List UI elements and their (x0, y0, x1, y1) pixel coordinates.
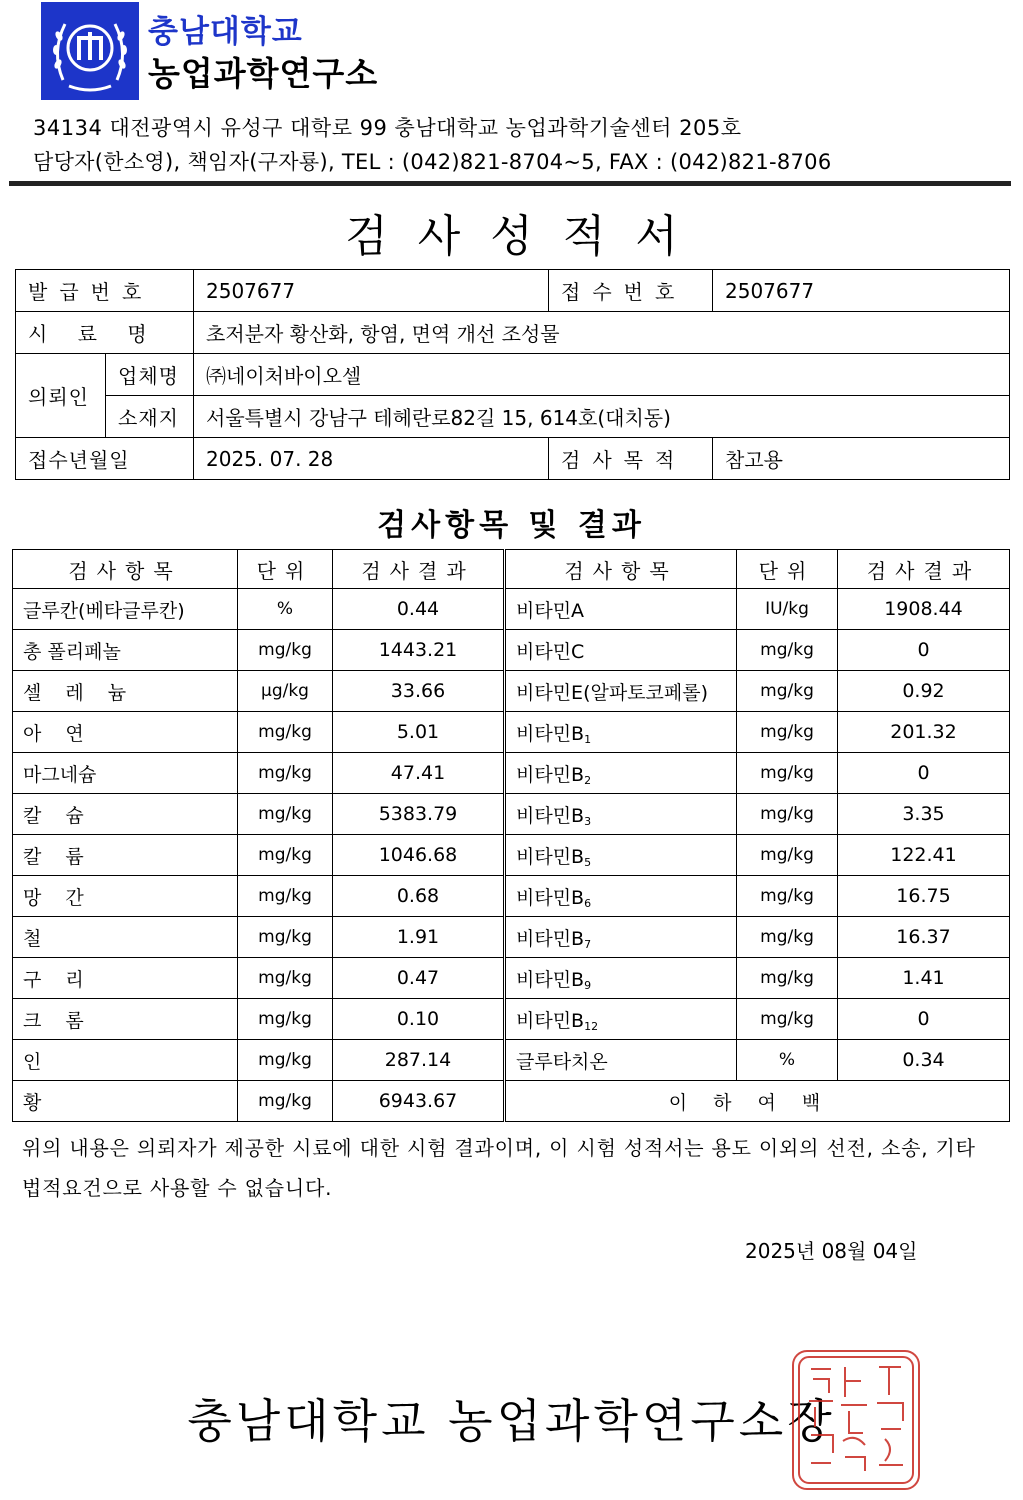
results-section-title: 검사항목 및 결과 (377, 508, 646, 543)
issue-date: 2025년 08월 04일 (745, 1239, 918, 1263)
item-unit (238, 712, 333, 753)
org-contact: 담당자(한소영), 책임자(구자룡), TEL : (042)821-8704~5, FAX : (042)821-8706 (33, 150, 832, 174)
item-value (838, 999, 1010, 1040)
item-unit-text: mg/kg (258, 886, 312, 906)
official-seal (785, 1345, 925, 1495)
item-name-text: 글루타치온 (516, 1050, 608, 1073)
item-name-text: 크롬 (23, 1009, 108, 1032)
company-value: ㈜네이처바이오셀 (194, 354, 1010, 396)
item-name (13, 958, 238, 999)
item-subscript: 5 (584, 855, 592, 869)
item-unit (737, 835, 838, 876)
item-unit-text: mg/kg (258, 804, 312, 824)
item-unit-text: mg/kg (258, 763, 312, 783)
item-name-text: 비타민B (516, 886, 585, 909)
table-row (13, 876, 1010, 917)
item-name-text: 칼슘 (23, 804, 108, 827)
item-name (13, 589, 238, 630)
table-row (13, 671, 1010, 712)
item-unit (737, 958, 838, 999)
info-table (15, 269, 1010, 480)
item-subscript: 2 (584, 773, 592, 787)
item-name-text: 비타민B (516, 804, 585, 827)
item-value-text: 0.47 (396, 967, 440, 989)
item-name (13, 630, 238, 671)
item-name-text: 비타민B (516, 763, 585, 786)
received-date-value: 2025. 07. 28 (194, 438, 549, 480)
item-value (838, 958, 1010, 999)
item-name-text: 칼륨 (23, 845, 108, 868)
item-value-text: 33.66 (390, 680, 446, 702)
item-value-text: 1.41 (902, 967, 945, 989)
table-row (13, 712, 1010, 753)
item-unit (238, 589, 333, 630)
item-value-text: 0.34 (902, 1049, 945, 1071)
item-value-text: 16.37 (896, 926, 951, 948)
item-unit (737, 671, 838, 712)
table-row (13, 1040, 1010, 1081)
item-value (838, 630, 1010, 671)
table-row (13, 1081, 1010, 1122)
item-value (838, 1040, 1010, 1081)
table-row (13, 835, 1010, 876)
item-name (13, 712, 238, 753)
item-name-text: 비타민A (516, 599, 585, 622)
item-value (333, 835, 505, 876)
item-value (838, 753, 1010, 794)
blank-below-note: 이하여백 (505, 1081, 1010, 1122)
item-subscript: 3 (584, 814, 592, 828)
company-label: 업체명 (106, 354, 194, 396)
item-value-text: 1046.68 (378, 844, 458, 866)
item-value (838, 794, 1010, 835)
item-name (13, 917, 238, 958)
item-name (505, 958, 737, 999)
item-unit (737, 753, 838, 794)
item-name (13, 794, 238, 835)
receipt-no-label: 접수번호 (549, 270, 713, 312)
item-value-text: 5.01 (396, 721, 440, 743)
client-label: 의뢰인 (16, 354, 106, 438)
item-value (333, 630, 505, 671)
item-unit (238, 835, 333, 876)
item-unit (238, 876, 333, 917)
item-unit-text: mg/kg (760, 968, 814, 988)
item-value (333, 671, 505, 712)
item-value (333, 958, 505, 999)
item-name (505, 876, 737, 917)
item-name-text: 비타민B (516, 968, 585, 991)
item-name (505, 671, 737, 712)
table-row (13, 958, 1010, 999)
item-unit-text: mg/kg (760, 1009, 814, 1029)
item-subscript: 1 (584, 732, 592, 746)
item-unit (238, 671, 333, 712)
item-value-text: 5383.79 (378, 803, 458, 825)
item-value (838, 589, 1010, 630)
item-unit-text: mg/kg (258, 722, 312, 742)
item-unit-text: mg/kg (258, 968, 312, 988)
university-logo (41, 2, 139, 100)
item-name (13, 835, 238, 876)
item-unit-text: mg/kg (760, 804, 814, 824)
item-value-text: 1443.21 (378, 639, 458, 661)
item-name-text: 망간 (23, 886, 108, 909)
item-name-text: 비타민E(알파토코페롤) (516, 681, 709, 704)
item-unit-text: mg/kg (760, 681, 814, 701)
item-value-text: 0 (917, 639, 930, 661)
item-name-text: 비타민C (516, 640, 585, 663)
item-subscript: 6 (584, 896, 592, 910)
item-value (838, 876, 1010, 917)
item-value-text: 0.68 (396, 885, 440, 907)
item-unit (238, 1040, 333, 1081)
item-unit: mg/kg (238, 1081, 333, 1122)
header-divider (9, 181, 1011, 186)
item-unit-text: % (778, 1050, 796, 1070)
item-name-text: 아연 (23, 722, 108, 745)
item-unit-text: mg/kg (760, 640, 814, 660)
item-unit-text: mg/kg (258, 927, 312, 947)
item-value (333, 1040, 505, 1081)
item-subscript: 12 (584, 1019, 599, 1033)
item-value-text: 47.41 (390, 762, 446, 784)
notice-text: 위의 내용은 의뢰자가 제공한 시료에 대한 시험 결과이며, 이 시험 성적서는 용도 이외의 선전, 소송, 기타 법적요건으로 사용할 수 없습니다. (22, 1136, 976, 1200)
item-unit (737, 630, 838, 671)
item-name (505, 589, 737, 630)
item-unit-text: mg/kg (760, 927, 814, 947)
item-value-text: 0 (917, 1008, 930, 1030)
issue-no-value: 2507677 (194, 270, 549, 312)
item-name (13, 999, 238, 1040)
item-value (333, 917, 505, 958)
item-value (838, 671, 1010, 712)
table-row (13, 589, 1010, 630)
item-unit (737, 1040, 838, 1081)
header-item: 검사항목 (505, 550, 737, 589)
signer-name: 충남대학교 농업과학연구소장 (187, 1394, 836, 1448)
item-name-text: 셀레늄 (23, 681, 151, 704)
item-value-text: 0.92 (902, 680, 945, 702)
item-name-text: 인 (23, 1050, 42, 1073)
sample-value: 초저분자 황산화, 항염, 면역 개선 조성물 (194, 312, 1010, 354)
item-unit (238, 794, 333, 835)
item-value (333, 753, 505, 794)
item-name (13, 876, 238, 917)
item-subscript: 9 (584, 978, 592, 992)
results-header-row (13, 550, 1010, 589)
item-unit (737, 589, 838, 630)
item-unit (238, 630, 333, 671)
location-value: 서울특별시 강남구 테헤란로82길 15, 614호(대치동) (194, 396, 1010, 438)
item-value-text: 16.75 (896, 885, 951, 907)
item-name (13, 1040, 238, 1081)
item-unit (238, 958, 333, 999)
document-title: 검사성적서 (345, 211, 708, 262)
item-unit-text: % (276, 599, 294, 619)
item-name-text: 비타민B (516, 722, 585, 745)
item-name-text: 총 폴리페놀 (23, 640, 121, 663)
item-value-text: 0.10 (396, 1008, 440, 1030)
item-value (838, 835, 1010, 876)
item-value (333, 712, 505, 753)
item-unit-text: mg/kg (258, 1009, 312, 1029)
sample-label: 시 료 명 (16, 312, 194, 354)
header-unit: 단위 (238, 550, 333, 589)
item-unit-text: mg/kg (258, 640, 312, 660)
item-name-text: 비타민B (516, 845, 585, 868)
item-unit-text: mg/kg (760, 845, 814, 865)
header-item: 검사항목 (13, 550, 238, 589)
item-value-text: 0.44 (396, 598, 440, 620)
item-unit (737, 876, 838, 917)
item-value-text: 1908.44 (884, 598, 963, 620)
item-value-text: 122.41 (890, 844, 957, 866)
item-name (505, 835, 737, 876)
item-unit (238, 999, 333, 1040)
item-unit-text: mg/kg (258, 1050, 312, 1070)
item-value-text: 1.91 (396, 926, 440, 948)
item-value-text: 0 (917, 762, 930, 784)
table-row (13, 917, 1010, 958)
org-name-line2: 농업과학연구소 (148, 54, 379, 93)
item-subscript: 7 (584, 937, 592, 951)
purpose-value: 참고용 (713, 438, 1010, 480)
item-name (505, 794, 737, 835)
receipt-no-value: 2507677 (713, 270, 1010, 312)
item-name (505, 753, 737, 794)
item-value (333, 794, 505, 835)
item-value (333, 876, 505, 917)
item-unit-text: IU/kg (765, 599, 809, 619)
item-value-text: 287.14 (384, 1049, 452, 1071)
header-result: 검사결과 (838, 550, 1010, 589)
header-unit: 단위 (737, 550, 838, 589)
item-name (505, 999, 737, 1040)
item-name: 황 (13, 1081, 238, 1122)
issue-no-label: 발급번호 (16, 270, 194, 312)
item-value-text: 3.35 (902, 803, 945, 825)
item-name (505, 1040, 737, 1081)
item-unit (737, 712, 838, 753)
item-unit-text: mg/kg (760, 763, 814, 783)
item-name (505, 917, 737, 958)
item-unit (238, 753, 333, 794)
item-unit (737, 917, 838, 958)
item-name-text: 비타민B (516, 1009, 585, 1032)
org-name-line1: 충남대학교 (148, 14, 303, 50)
item-unit (737, 999, 838, 1040)
item-value (838, 917, 1010, 958)
location-label: 소재지 (106, 396, 194, 438)
received-date-label: 접수년월일 (16, 438, 194, 480)
item-unit (737, 794, 838, 835)
item-unit-text: μg/kg (261, 681, 309, 701)
item-name-text: 글루칸(베타글루칸) (23, 599, 185, 622)
item-value (333, 589, 505, 630)
item-name-text: 구리 (23, 968, 108, 991)
table-row (13, 999, 1010, 1040)
table-row (13, 630, 1010, 671)
item-name-text: 마그네슘 (23, 763, 97, 786)
org-address: 34134 대전광역시 유성구 대학로 99 충남대학교 농업과학기술센터 205호 (33, 116, 742, 140)
table-row (13, 794, 1010, 835)
item-name (505, 712, 737, 753)
item-name-text: 철 (23, 927, 42, 950)
header-result: 검사결과 (333, 550, 505, 589)
item-value-text: 201.32 (890, 721, 957, 743)
item-name-text: 비타민B (516, 927, 585, 950)
item-unit-text: mg/kg (760, 886, 814, 906)
purpose-label: 검사목적 (549, 438, 713, 480)
item-name (505, 630, 737, 671)
item-unit-text: mg/kg (760, 722, 814, 742)
item-unit (238, 917, 333, 958)
table-row (13, 753, 1010, 794)
item-unit-text: mg/kg (258, 845, 312, 865)
item-value (333, 999, 505, 1040)
results-table (12, 549, 1010, 1122)
item-value: 6943.67 (333, 1081, 505, 1122)
item-name (13, 671, 238, 712)
item-name (13, 753, 238, 794)
item-value (838, 712, 1010, 753)
